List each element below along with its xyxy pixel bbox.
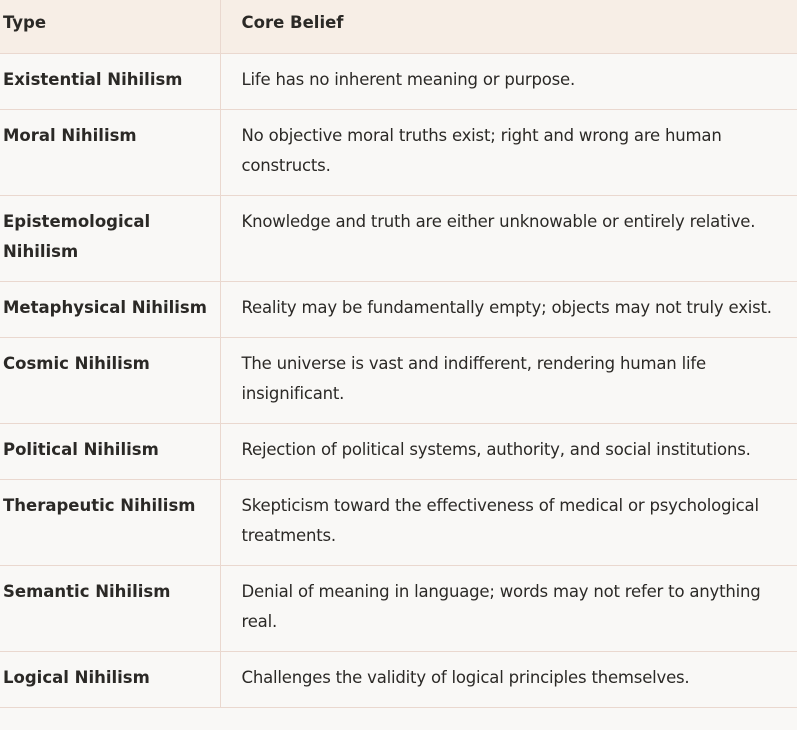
table-row: [0, 651, 797, 707]
type-cell: Metaphysical Nihilism: [0, 281, 220, 337]
belief-cell: Reality may be fundamentally empty; objects may not truly exist.: [220, 281, 797, 337]
table-header-row: [0, 0, 797, 53]
table-row: [0, 565, 797, 651]
type-cell: Moral Nihilism: [0, 109, 220, 195]
belief-cell: Denial of meaning in language; words may not refer to anything real.: [220, 565, 797, 651]
belief-cell: No objective moral truths exist; right and wrong are human constructs.: [220, 109, 797, 195]
table-row: [0, 337, 797, 423]
table-row: [0, 479, 797, 565]
type-cell: Therapeutic Nihilism: [0, 479, 220, 565]
type-cell: Political Nihilism: [0, 423, 220, 479]
belief-cell: Knowledge and truth are either unknowable or entirely relative.: [220, 195, 797, 281]
table-row: [0, 195, 797, 281]
belief-cell: The universe is vast and indifferent, rendering human life insignificant.: [220, 337, 797, 423]
belief-cell: Life has no inherent meaning or purpose.: [220, 53, 797, 109]
type-cell: Epistemological Nihilism: [0, 195, 220, 281]
belief-cell: Challenges the validity of logical principles themselves.: [220, 651, 797, 707]
header-core-belief: Core Belief: [220, 0, 797, 53]
type-cell: Semantic Nihilism: [0, 565, 220, 651]
type-cell: Existential Nihilism: [0, 53, 220, 109]
type-cell: Logical Nihilism: [0, 651, 220, 707]
belief-cell: Rejection of political systems, authority, and social institutions.: [220, 423, 797, 479]
table-row: [0, 423, 797, 479]
table-row: [0, 281, 797, 337]
type-cell: Cosmic Nihilism: [0, 337, 220, 423]
table-row: [0, 109, 797, 195]
belief-cell: Skepticism toward the effectiveness of medical or psychological treatments.: [220, 479, 797, 565]
header-type: Type: [0, 0, 220, 53]
table-row: [0, 53, 797, 109]
